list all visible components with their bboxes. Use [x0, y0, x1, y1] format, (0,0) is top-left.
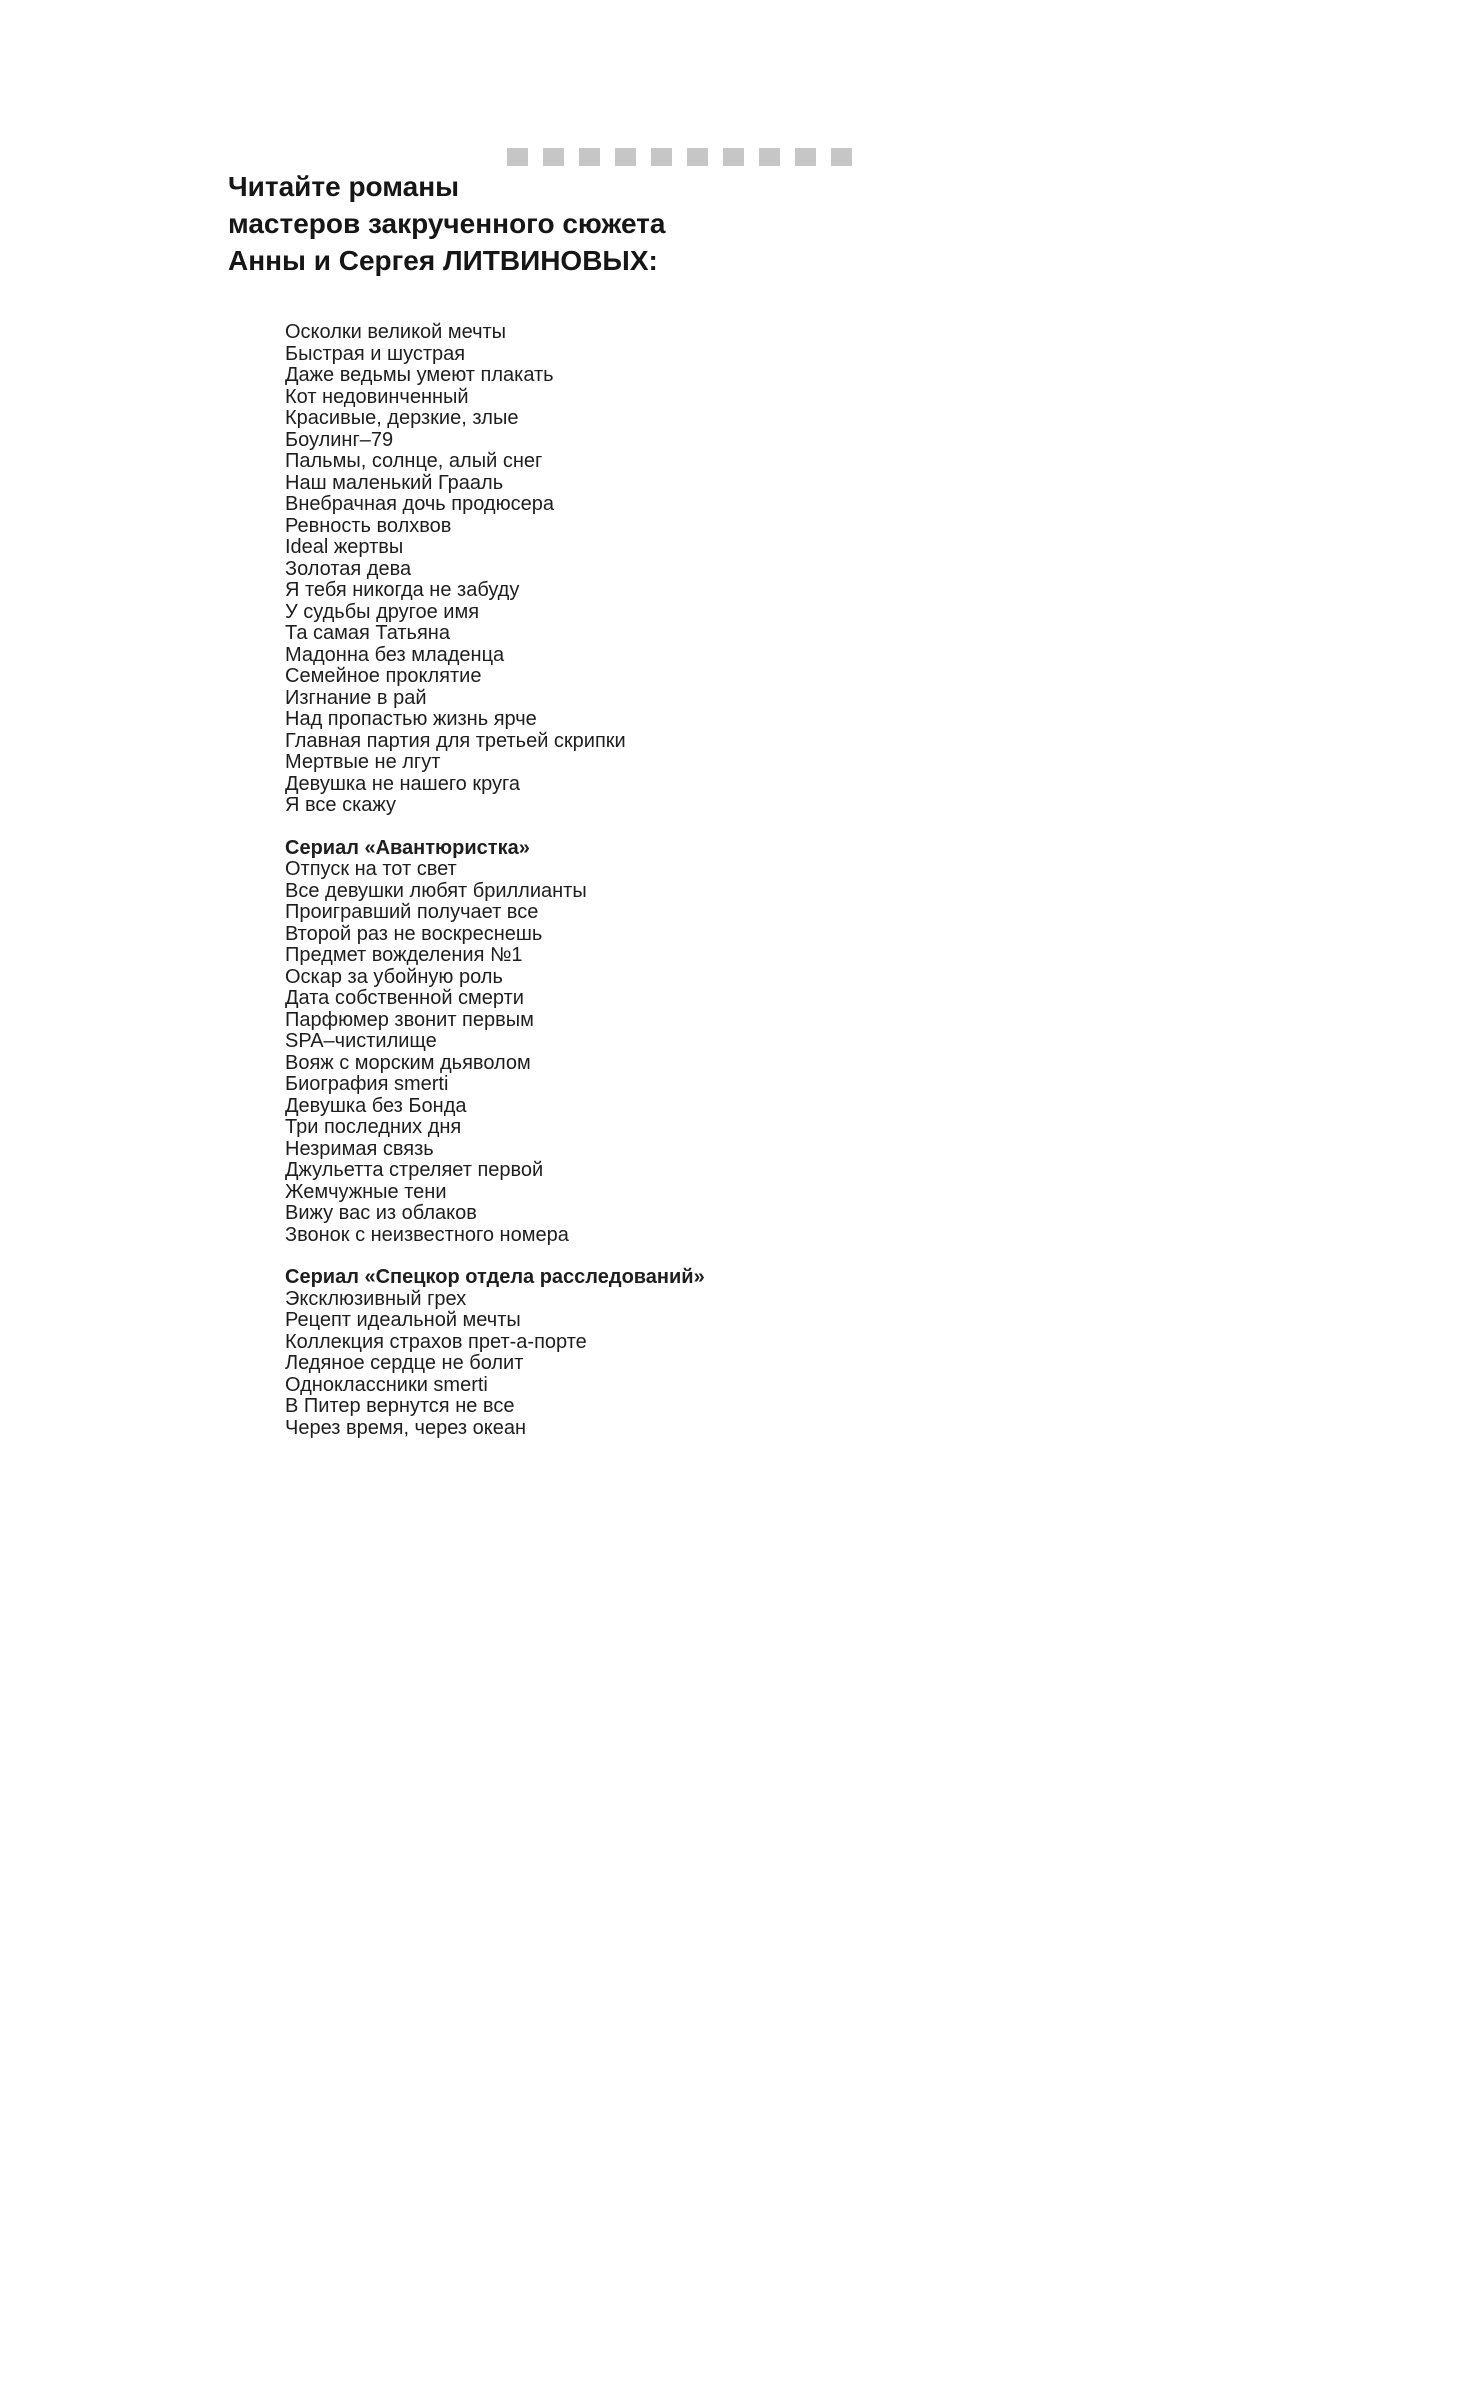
- book-title: SPA–чистилище: [285, 1030, 437, 1052]
- book-title: Проигравший получает все: [285, 901, 539, 923]
- book-title: Над пропастью жизнь ярче: [285, 708, 537, 730]
- decorative-square: [759, 148, 780, 166]
- page-title-line-2: мастеров закрученного сюжета: [228, 208, 666, 239]
- decorative-square: [687, 148, 708, 166]
- book-title: Ревность волхвов: [285, 514, 452, 537]
- page-title: [228, 168, 665, 279]
- book-title: Коллекция страхов прет-а-порте: [285, 1330, 587, 1353]
- book-title: Красивые, дерзкие, злые: [285, 407, 519, 429]
- book-title: Рецепт идеальной мечты: [285, 1309, 521, 1331]
- decorative-square: [507, 148, 528, 166]
- book-title: Оскар за убойную роль: [285, 965, 503, 988]
- book-title: Главная партия для третьей скрипки: [285, 729, 626, 752]
- book-title: Эксклюзивный грех: [285, 1287, 467, 1310]
- decorative-square: [615, 148, 636, 166]
- book-title: Золотая дева: [285, 557, 412, 580]
- page-title-line-3: Анны и Сергея ЛИТВИНОВЫХ:: [228, 245, 658, 276]
- book-title: Мадонна без младенца: [285, 643, 505, 666]
- book-title: Даже ведьмы умеют плакать: [285, 364, 554, 386]
- book-title: Одноклассники smerti: [285, 1373, 488, 1396]
- book-section: [285, 838, 705, 1247]
- book-title: Все девушки любят бриллианты: [285, 879, 587, 902]
- decorative-square: [831, 148, 852, 166]
- decorative-square: [579, 148, 600, 166]
- page-title-line-1: Читайте романы: [228, 171, 460, 202]
- book-title: Предмет вожделения №1: [285, 944, 523, 966]
- book-title: Отпуск на тот свет: [285, 858, 457, 880]
- book-title: Я все скажу: [285, 794, 396, 816]
- decorative-square: [543, 148, 564, 166]
- book-title: Биография smerti: [285, 1073, 449, 1095]
- book-title: Жемчужные тени: [285, 1180, 447, 1203]
- book-title: Ideal жертвы: [285, 536, 404, 558]
- book-sections: [285, 322, 705, 1439]
- book-section: [285, 1267, 705, 1439]
- book-title: Звонок с неизвестного номера: [285, 1223, 569, 1246]
- book-title: Незримая связь: [285, 1137, 434, 1160]
- book-title: Я тебя никогда не забуду: [285, 579, 520, 601]
- decorative-square: [651, 148, 672, 166]
- book-title: Наш маленький Грааль: [285, 471, 504, 494]
- book-title: Через время, через океан: [285, 1416, 527, 1439]
- book-title: Вижу вас из облаков: [285, 1202, 477, 1224]
- book-title: Ледяное сердце не болит: [285, 1352, 524, 1374]
- book-title: Девушка не нашего круга: [285, 772, 520, 795]
- book-title: Пальмы, солнце, алый снег: [285, 450, 543, 472]
- book-section: [285, 322, 705, 817]
- book-title: В Питер вернутся не все: [285, 1395, 515, 1417]
- book-title: Джульетта стреляет первой: [285, 1159, 544, 1181]
- book-title: Кот недовинченный: [285, 385, 469, 408]
- book-title: Дата собственной смерти: [285, 987, 524, 1009]
- book-title: Парфюмер звонит первым: [285, 1008, 534, 1031]
- book-title: Осколки великой мечты: [285, 321, 507, 343]
- decorative-square: [723, 148, 744, 166]
- book-title: Вояж с морским дьяволом: [285, 1051, 531, 1074]
- book-title: Мертвые не лгут: [285, 751, 441, 773]
- book-title: Три последних дня: [285, 1116, 462, 1138]
- decorative-squares-row: [507, 148, 852, 166]
- section-heading: Сериал «Спецкор отдела расследований»: [285, 1266, 705, 1288]
- book-title: Изгнание в рай: [285, 686, 427, 709]
- book-title: Внебрачная дочь продюсера: [285, 493, 554, 515]
- book-title: Второй раз не воскреснешь: [285, 922, 543, 945]
- book-title: Девушка без Бонда: [285, 1094, 467, 1117]
- book-title: Та самая Татьяна: [285, 622, 450, 644]
- book-title: Быстрая и шустрая: [285, 342, 466, 365]
- book-title: Боулинг–79: [285, 428, 394, 451]
- book-title: Семейное проклятие: [285, 665, 482, 687]
- section-heading: Сериал «Авантюристка»: [285, 836, 530, 859]
- decorative-square: [795, 148, 816, 166]
- book-title: У судьбы другое имя: [285, 600, 480, 623]
